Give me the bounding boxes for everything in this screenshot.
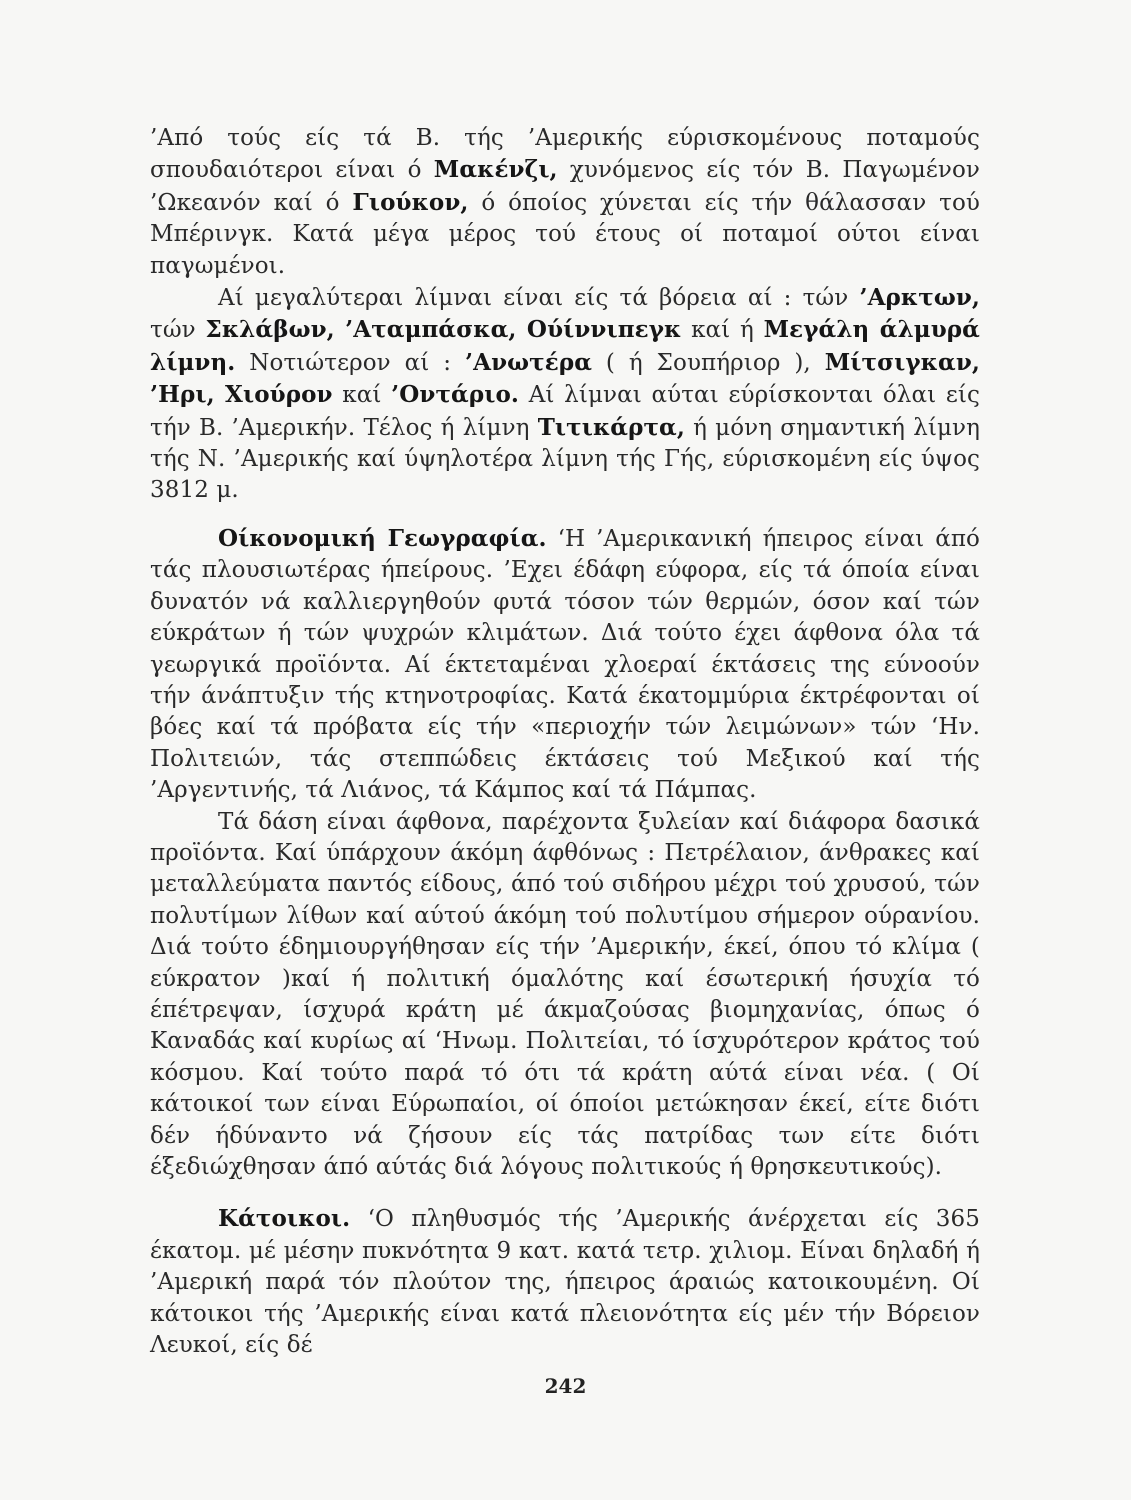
text-run: ό όποίος χύνεται είς τήν θάλασσαν τού Μπέρινγκ. Κατά μέγα μέρος τού έτους οί ποταμοί ούτοι είναι παγωμένοι. bbox=[150, 189, 980, 279]
text-run: ή μόνη σημαντική λίμνη τής Ν. ’Αμερικής καί ύψηλοτέρα λίμνη τής Γής, εύρισκομένη είς ύψος 3812 μ. bbox=[150, 414, 980, 504]
bold-term: Μεγάλη άλμυρά λίμνη. bbox=[150, 316, 980, 376]
text-run: Νοτιώτερον αί : bbox=[235, 349, 466, 376]
paragraph-economic-geography bbox=[150, 523, 980, 807]
bold-term: ’Ανωτέρα bbox=[465, 348, 593, 376]
paragraph-lakes bbox=[150, 282, 980, 507]
bold-term: Τιτικάρτα, bbox=[537, 413, 685, 441]
text-run: ’Από τούς είς τά Β. τής ’Αμερικής εύρισκομένους ποταμούς σπουδαιότεροι είναι ό bbox=[150, 125, 980, 184]
text-run: καί bbox=[332, 382, 392, 409]
page-number: 242 bbox=[544, 1374, 587, 1398]
bold-term: Οίκονομική Γεωγραφία. bbox=[218, 524, 547, 552]
text-run: ‘Η ’Αμερικανική ήπειρος είναι άπό τάς πλουσιωτέρας ήπείρους. ’Εχει έδάφη εύφορα, είς τά όποία είναι δυνατόν νά καλλιεργηθούν φυτά τόσον τών θερμών, όσον καί τών εύκράτων ή τών ψυχρών κλιμάτων. Διά τούτο έχει άφθονα όλα τά γεωργικά προϊόντα. Αί έκτεταμέναι χλοεραί έκτάσεις της εύνοούν τήν άνάπτυξιν τής κτηνοτροφίας. Κατά έκατομμύρια έκτρέφονται οί βόες καί τά πρόβατα είς τήν «περιοχήν τών λειμώνων» τών ‘Ην. Πολιτειών, τάς στεππώδεις έκτάσεις τού Μεξικού καί τής ’Αργεντινής, τά Λιάνος, τά Κάμπος καί τά Πάμπας. bbox=[150, 525, 980, 804]
bold-term: ’Αρκτων, bbox=[859, 284, 980, 312]
bold-term: Μίτσιγκαν, ’Ηρι, Χιούρον bbox=[150, 348, 980, 409]
paragraph-gap bbox=[150, 507, 980, 523]
text-run: ‘Ο πληθυσμός τής ’Αμερικής άνέρχεται είς 365 έκατομ. μέ μέσην πυκνότητα 9 κατ. κατά τετρ. χιλιομ. Είναι δηλαδή ή ’Αμερική παρά τόν πλούτον της, ήπειρος άραιώς κατοικουμένη. Οί κάτοικοι τής ’Αμερικής είναι κατά πλειονότητα είς μέν τήν Βόρειον Λευκοί, είς δέ bbox=[150, 1206, 980, 1359]
text-run: τών bbox=[150, 317, 206, 344]
text-run: Αί μεγαλύτεραι λίμναι είναι είς τά βόρεια αί : τών bbox=[218, 285, 860, 312]
text-column bbox=[150, 123, 980, 1361]
bold-term: Σκλάβων, ’Αταμπάσκα, Ούίννιπεγκ bbox=[205, 316, 682, 344]
paragraph-gap bbox=[150, 1183, 980, 1203]
text-run: ( ή Σουπήριορ ), bbox=[592, 349, 825, 376]
bold-term: ’Οντάριο. bbox=[391, 381, 520, 409]
paragraph-rivers bbox=[150, 123, 980, 282]
paragraph-inhabitants bbox=[150, 1203, 980, 1361]
text-run: καί ή bbox=[681, 317, 764, 344]
text-run: Τά δάση είναι άφθονα, παρέχοντα ξυλείαν καί διάφορα δασικά προϊόντα. Καί ύπάρχουν άκόμη άφθόνως : Πετρέλαιον, άνθρακες καί μεταλλεύματα παντός είδους, άπό τού σιδήρου μέχρι τού χρυσού, τών πολυτίμων λίθων καί αύτού άκόμη τού πολυτίμου σήμερον ούρανίου. Διά τούτο έδημιουργήθησαν είς τήν ’Αμερικήν, έκεί, όπου τό κλίμα ( εύκρατον )καί ή πολιτική όμαλότης καί έσωτερική ήσυχία τό έπέτρεψαν, ίσχυρά κράτη μέ άκμαζούσας βιομηχανίας, όπως ό Καναδάς καί κυρίως αί ‘Ηνωμ. Πολιτείαι, τό ίσχυρότερον κράτος τού κόσμου. Καί τούτο παρά τό ότι τά κράτη αύτά είναι νέα. ( Οί κάτοικοί των είναι Εύρωπαίοι, οί όποίοι μετώκησαν έκεί, είτε διότι δέν ήδύναντο νά ζήσουν είς τάς πατρίδας των είτε διότι έξεδιώχθησαν άπό αύτάς διά λόγους πολιτικούς ή θρησκευτικούς). bbox=[150, 808, 980, 1180]
bold-term: Γιούκον, bbox=[352, 188, 469, 216]
bold-term: Κάτοικοι. bbox=[218, 1205, 351, 1233]
text-run: Αί λίμναι αύται εύρίσκονται όλαι είς τήν Β. ’Αμερικήν. Τέλος ή λίμνη bbox=[150, 382, 981, 441]
paragraph-forests-resources bbox=[150, 807, 980, 1184]
bold-term: Μακένζι, bbox=[433, 156, 558, 184]
text-run: χυνόμενος είς τόν Β. Παγωμένον ’Ωκεανόν καί ό bbox=[150, 157, 980, 216]
